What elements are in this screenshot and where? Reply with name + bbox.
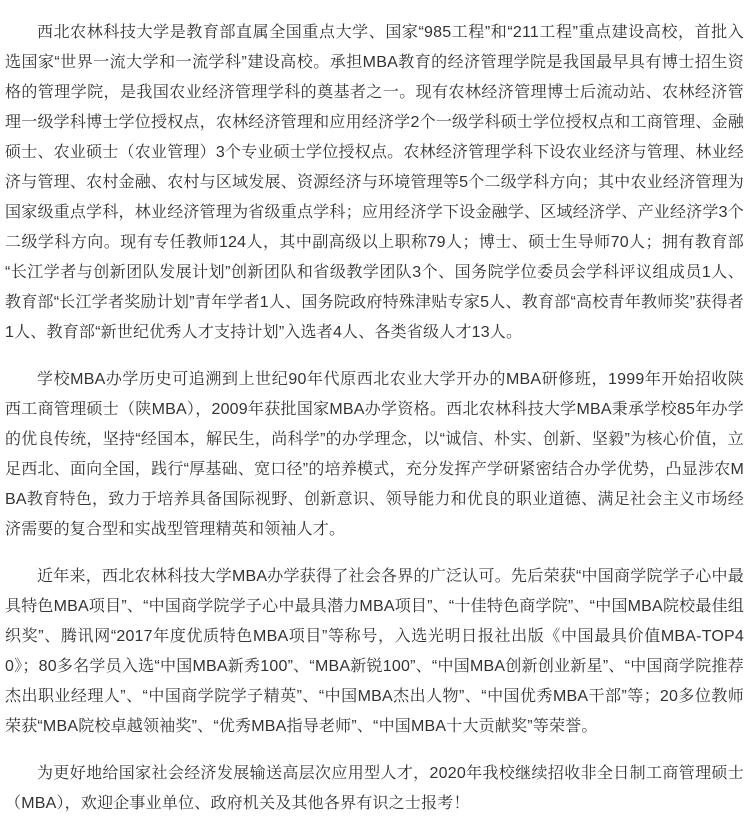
paragraph-university-intro: 西北农林科技大学是教育部直属全国重点大学、国家“985工程”和“211工程”重点建设高校，首批入选国家“世界一流大学和一流学科”建设高校。承担MBA教育的经济管理学院是我国最早具有博士招生资格的管理学院，是我国农业经济管理学科的奠基者之一。现有农林经济管理博士后流动站、农林经济管理一级学科博士学位授权点，农林经济管理和应用经济学2个一级学科硕士学位授权点和工商管理、金融硕士、农业硕士（农业管理）3个专业硕士学位授权点。农林经济管理学科下设农业经济与管理、林业经济与管理、农村金融、农村与区域发展、资源经济与环境管理等5个二级学科方向；其中农业经济管理为国家级重点学科，林业经济管理为省级重点学科；应用经济学下设金融学、区域经济学、产业经济学3个二级学科方向。现有专任教师124人，其中副高级以上职称79人；博士、硕士生导师70人；拥有教育部“长江学者与创新团队发展计划”创新团队和省级教学团队3个、国务院学位委员会学科评议组成员1人、教育部“长江学者奖励计划”青年学者1人、国务院政府特殊津贴专家5人、教育部“高校青年教师奖”获得者1人、教育部“新世纪优秀人才支持计划”入选者4人、各类省级人才13人。 <box>5 24 744 341</box>
paragraph-mba-honors: 近年来，西北农林科技大学MBA办学获得了社会各界的广泛认可。先后荣获“中国商学院学子心中最具特色MBA项目”、“中国商学院学子心中最具潜力MBA项目”、“十佳特色商学院”、“中国MBA院校最佳组织奖”、腾讯网“2017年度优质特色MBA项目”等称号，入选光明日报社出版《中国最具价值MBA-TOP40》；80多名学员入选“中国MBA新秀100”、“MBA新锐100”、“中国MBA创新创业新星”、“中国商学院推荐杰出职业经理人”、“中国商学院学子精英”、“中国MBA杰出人物”、“中国优秀MBA干部”等；20多位教师荣获“MBA院校卓越领袖奖”、“优秀MBA指导老师”、“中国MBA十大贡献奖”等荣誉。 <box>5 568 744 735</box>
paragraph-mba-history: 学校MBA办学历史可追溯到上世纪90年代原西北农业大学开办的MBA研修班，1999年开始招收陕西工商管理硕士（陕MBA），2009年获批国家MBA办学资格。西北农林科技大学MBA秉承学校85年办学的优良传统，坚持“经国本，解民生，尚科学”的办学理念，以“诚信、朴实、创新、坚毅”为核心价值，立足西北、面向全国，践行“厚基础、宽口径”的培养模式，充分发挥产学研紧密结合办学优势，凸显涉农MBA教育特色，致力于培养具备国际视野、创新意识、领导能力和优良的职业道德、满足社会主义市场经济需要的复合型和实战型管理精英和领袖人才。 <box>5 371 744 538</box>
paragraph-enrollment-call: 为更好地给国家社会经济发展输送高层次应用型人才，2020年我校继续招收非全日制工商管理硕士（MBA），欢迎企事业单位、政府机关及其他各界有识之士报考！ <box>5 765 744 812</box>
